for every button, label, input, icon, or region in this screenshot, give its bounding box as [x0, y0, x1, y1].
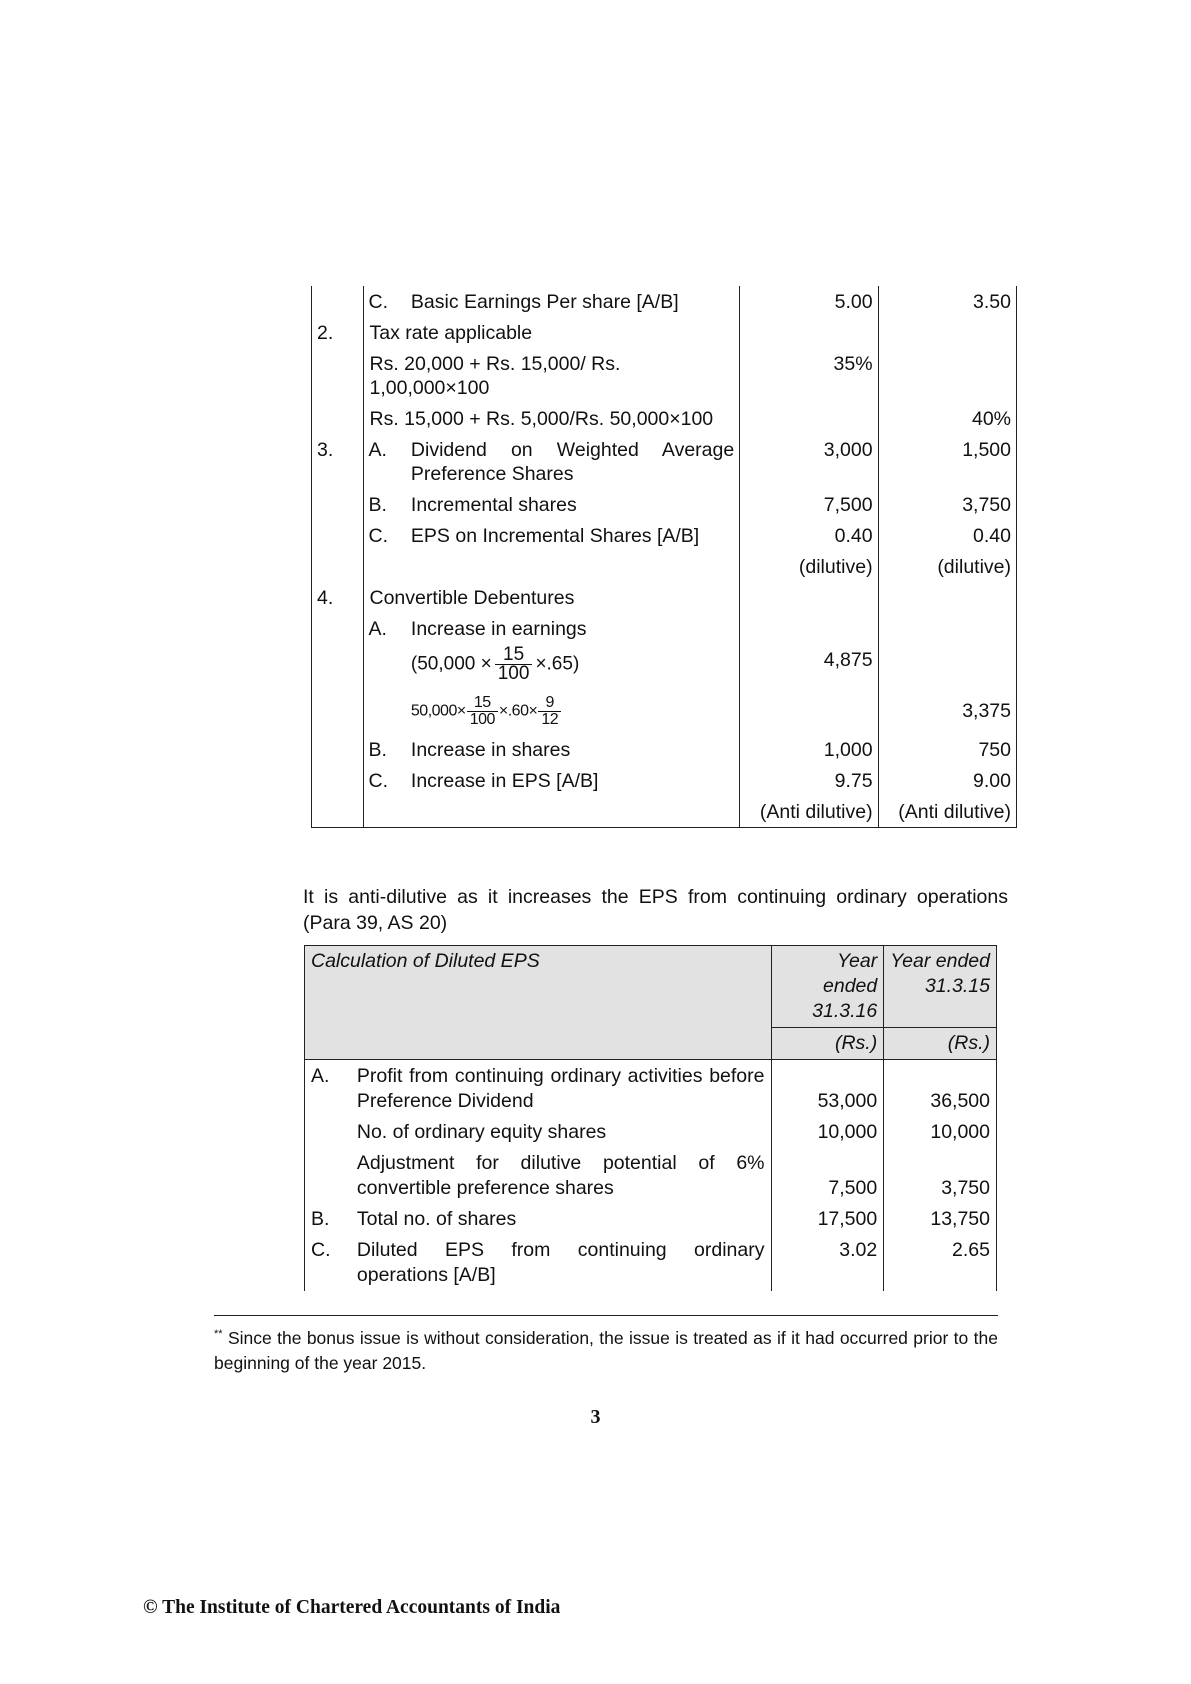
value-2015: (Anti dilutive)	[878, 796, 1016, 828]
row-number	[312, 286, 364, 317]
row-letter	[305, 1117, 351, 1148]
value-2015: 40%	[878, 403, 1016, 434]
row-description	[405, 796, 740, 828]
value-2015: 2.65	[884, 1235, 997, 1291]
row-description-text: Diluted EPS from continuing ordinary operations [A/B]	[356, 1239, 765, 1286]
value-2016	[740, 317, 878, 348]
formula-prefix: 50,000×	[410, 702, 466, 720]
row-letter	[363, 644, 405, 689]
footnote-marker: **	[214, 1328, 223, 1340]
row-number	[312, 489, 364, 520]
row-number	[312, 348, 364, 403]
row-description: Tax rate applicable	[369, 322, 533, 344]
value-2016: 4,875	[740, 644, 878, 689]
fraction-denominator: 100	[497, 663, 530, 684]
value-2016: 0.40	[740, 520, 878, 551]
row-letter: B.	[368, 494, 387, 516]
row-number	[312, 403, 364, 434]
row-number	[312, 765, 364, 796]
row-description-text: Profit from continuing ordinary activities before Preference Dividend	[356, 1065, 765, 1112]
row-description: No. of ordinary equity shares	[356, 1121, 607, 1143]
row-description: Rs. 15,000 + Rs. 5,000/Rs. 50,000×100	[369, 408, 714, 430]
row-letter: C.	[368, 525, 388, 547]
value-2015	[878, 644, 1016, 689]
row-description-line1: Dividend on Weighted Average	[410, 439, 735, 461]
value-2015: 10,000	[884, 1117, 997, 1148]
footnote-divider	[214, 1315, 998, 1316]
row-letter: C.	[368, 291, 388, 313]
fraction-numerator: 15	[495, 646, 533, 665]
formula-suffix: ×.65)	[535, 653, 580, 675]
table-header-row	[305, 946, 997, 1028]
table-row	[312, 796, 1017, 828]
table-row	[312, 403, 1017, 434]
row-letter	[305, 1148, 351, 1204]
value-2016: 9.75	[740, 765, 878, 796]
fraction-numerator: 9	[538, 695, 561, 712]
value-2015: 36,500	[884, 1060, 997, 1118]
row-letter	[363, 551, 405, 582]
value-2016	[740, 613, 878, 644]
table-row	[312, 317, 1017, 348]
row-number	[312, 520, 364, 551]
earnings-formula-2015	[405, 689, 740, 734]
row-description: EPS on Incremental Shares [A/B]	[410, 525, 700, 547]
value-2015	[878, 317, 1016, 348]
value-2015: 0.40	[878, 520, 1016, 551]
value-2016	[740, 403, 878, 434]
table-row	[305, 1060, 997, 1118]
row-letter: A.	[305, 1060, 351, 1118]
column-unit-2016: (Rs.)	[771, 1028, 884, 1060]
row-description: Total no. of shares	[356, 1208, 517, 1230]
row-description-line2: Preference Shares	[410, 463, 574, 485]
table-row	[312, 551, 1017, 582]
row-description	[405, 434, 740, 489]
row-description: Increase in earnings	[410, 618, 587, 640]
row-description	[351, 1060, 771, 1118]
page-number: 3	[590, 1406, 601, 1428]
row-description	[351, 1235, 771, 1291]
value-2015: 3,375	[878, 689, 1016, 734]
row-number	[312, 689, 364, 734]
value-2016	[740, 582, 878, 613]
row-description-text: Adjustment for dilutive potential of 6% convertible preference shares	[356, 1152, 765, 1199]
column-header-2016: Year ended 31.3.16	[771, 946, 884, 1028]
table-row	[312, 765, 1017, 796]
row-description	[405, 551, 740, 582]
row-number	[312, 613, 364, 644]
copyright-notice: © The Institute of Chartered Accountants of India	[143, 1597, 561, 1618]
value-2016: 10,000	[771, 1117, 884, 1148]
value-2015: 3.50	[878, 286, 1016, 317]
footnote	[214, 1326, 998, 1376]
value-2015	[878, 613, 1016, 644]
table-row	[305, 1117, 997, 1148]
table-row	[312, 348, 1017, 403]
formula-middle: ×.60×	[498, 702, 538, 720]
value-2016: 1,000	[740, 734, 878, 765]
row-description: Rs. 20,000 + Rs. 15,000/ Rs. 1,00,000×100	[369, 353, 621, 399]
value-2015: 750	[878, 734, 1016, 765]
diluted-eps-table	[304, 945, 997, 1291]
value-2016: 5.00	[740, 286, 878, 317]
row-letter: C.	[368, 770, 388, 792]
table-row	[312, 434, 1017, 489]
value-2016: 7,500	[771, 1148, 884, 1204]
eps-workings-table	[311, 286, 1017, 828]
row-number	[312, 796, 364, 828]
value-2016: 3.02	[771, 1235, 884, 1291]
table-row	[312, 286, 1017, 317]
value-2015	[878, 348, 1016, 403]
table-row	[312, 613, 1017, 644]
fraction	[467, 695, 498, 728]
table-title: Calculation of Diluted EPS	[305, 946, 772, 1060]
table-row	[305, 1235, 997, 1291]
row-letter: A.	[368, 439, 387, 461]
row-number	[312, 551, 364, 582]
footnote-text: Since the bonus issue is without consideration, the issue is treated as if it had occurred prior to the beginning of the year 2015.	[214, 1328, 998, 1373]
value-2015: 9.00	[878, 765, 1016, 796]
formula-prefix: (50,000 ×	[410, 653, 492, 675]
anti-dilutive-note: It is anti-dilutive as it increases the EPS from continuing ordinary operations (Para 39, AS 20)	[303, 886, 1008, 934]
value-2016	[740, 689, 878, 734]
table-row	[312, 644, 1017, 689]
earnings-formula-2016	[405, 644, 740, 689]
column-header-2015: Year ended 31.3.15	[884, 946, 997, 1028]
row-number: 3.	[312, 434, 364, 489]
value-2016: 35%	[740, 348, 878, 403]
row-description: Increase in EPS [A/B]	[410, 770, 599, 792]
fraction	[538, 695, 561, 728]
row-description: Convertible Debentures	[369, 587, 575, 609]
row-letter: A.	[368, 618, 387, 640]
row-description: Incremental shares	[410, 494, 577, 516]
row-letter	[363, 796, 405, 828]
value-2016: (Anti dilutive)	[740, 796, 878, 828]
value-2015: 1,500	[878, 434, 1016, 489]
row-number: 2.	[312, 317, 364, 348]
value-2016: 3,000	[740, 434, 878, 489]
row-letter: C.	[305, 1235, 351, 1291]
table-row	[312, 582, 1017, 613]
value-2015	[878, 582, 1016, 613]
row-description: Increase in shares	[410, 739, 571, 761]
row-letter: B.	[305, 1204, 351, 1235]
row-description: Basic Earnings Per share [A/B]	[410, 291, 679, 313]
table-row	[312, 689, 1017, 734]
value-2015: 13,750	[884, 1204, 997, 1235]
table-row	[305, 1148, 997, 1204]
table-row	[312, 734, 1017, 765]
value-2015: 3,750	[884, 1148, 997, 1204]
table-row	[312, 520, 1017, 551]
value-2016: 17,500	[771, 1204, 884, 1235]
row-number: 4.	[312, 582, 364, 613]
fraction-denominator: 100	[469, 711, 495, 728]
table-row	[312, 489, 1017, 520]
value-2015: (dilutive)	[878, 551, 1016, 582]
fraction-denominator: 12	[541, 711, 559, 728]
table-row	[305, 1204, 997, 1235]
value-2016: (dilutive)	[740, 551, 878, 582]
column-unit-2015: (Rs.)	[884, 1028, 997, 1060]
row-letter	[363, 689, 405, 734]
value-2015: 3,750	[878, 489, 1016, 520]
row-number	[312, 734, 364, 765]
row-letter: B.	[368, 739, 387, 761]
value-2016: 7,500	[740, 489, 878, 520]
row-number	[312, 644, 364, 689]
fraction	[495, 646, 533, 683]
fraction-numerator: 15	[467, 695, 498, 712]
value-2016: 53,000	[771, 1060, 884, 1118]
row-description	[351, 1148, 771, 1204]
